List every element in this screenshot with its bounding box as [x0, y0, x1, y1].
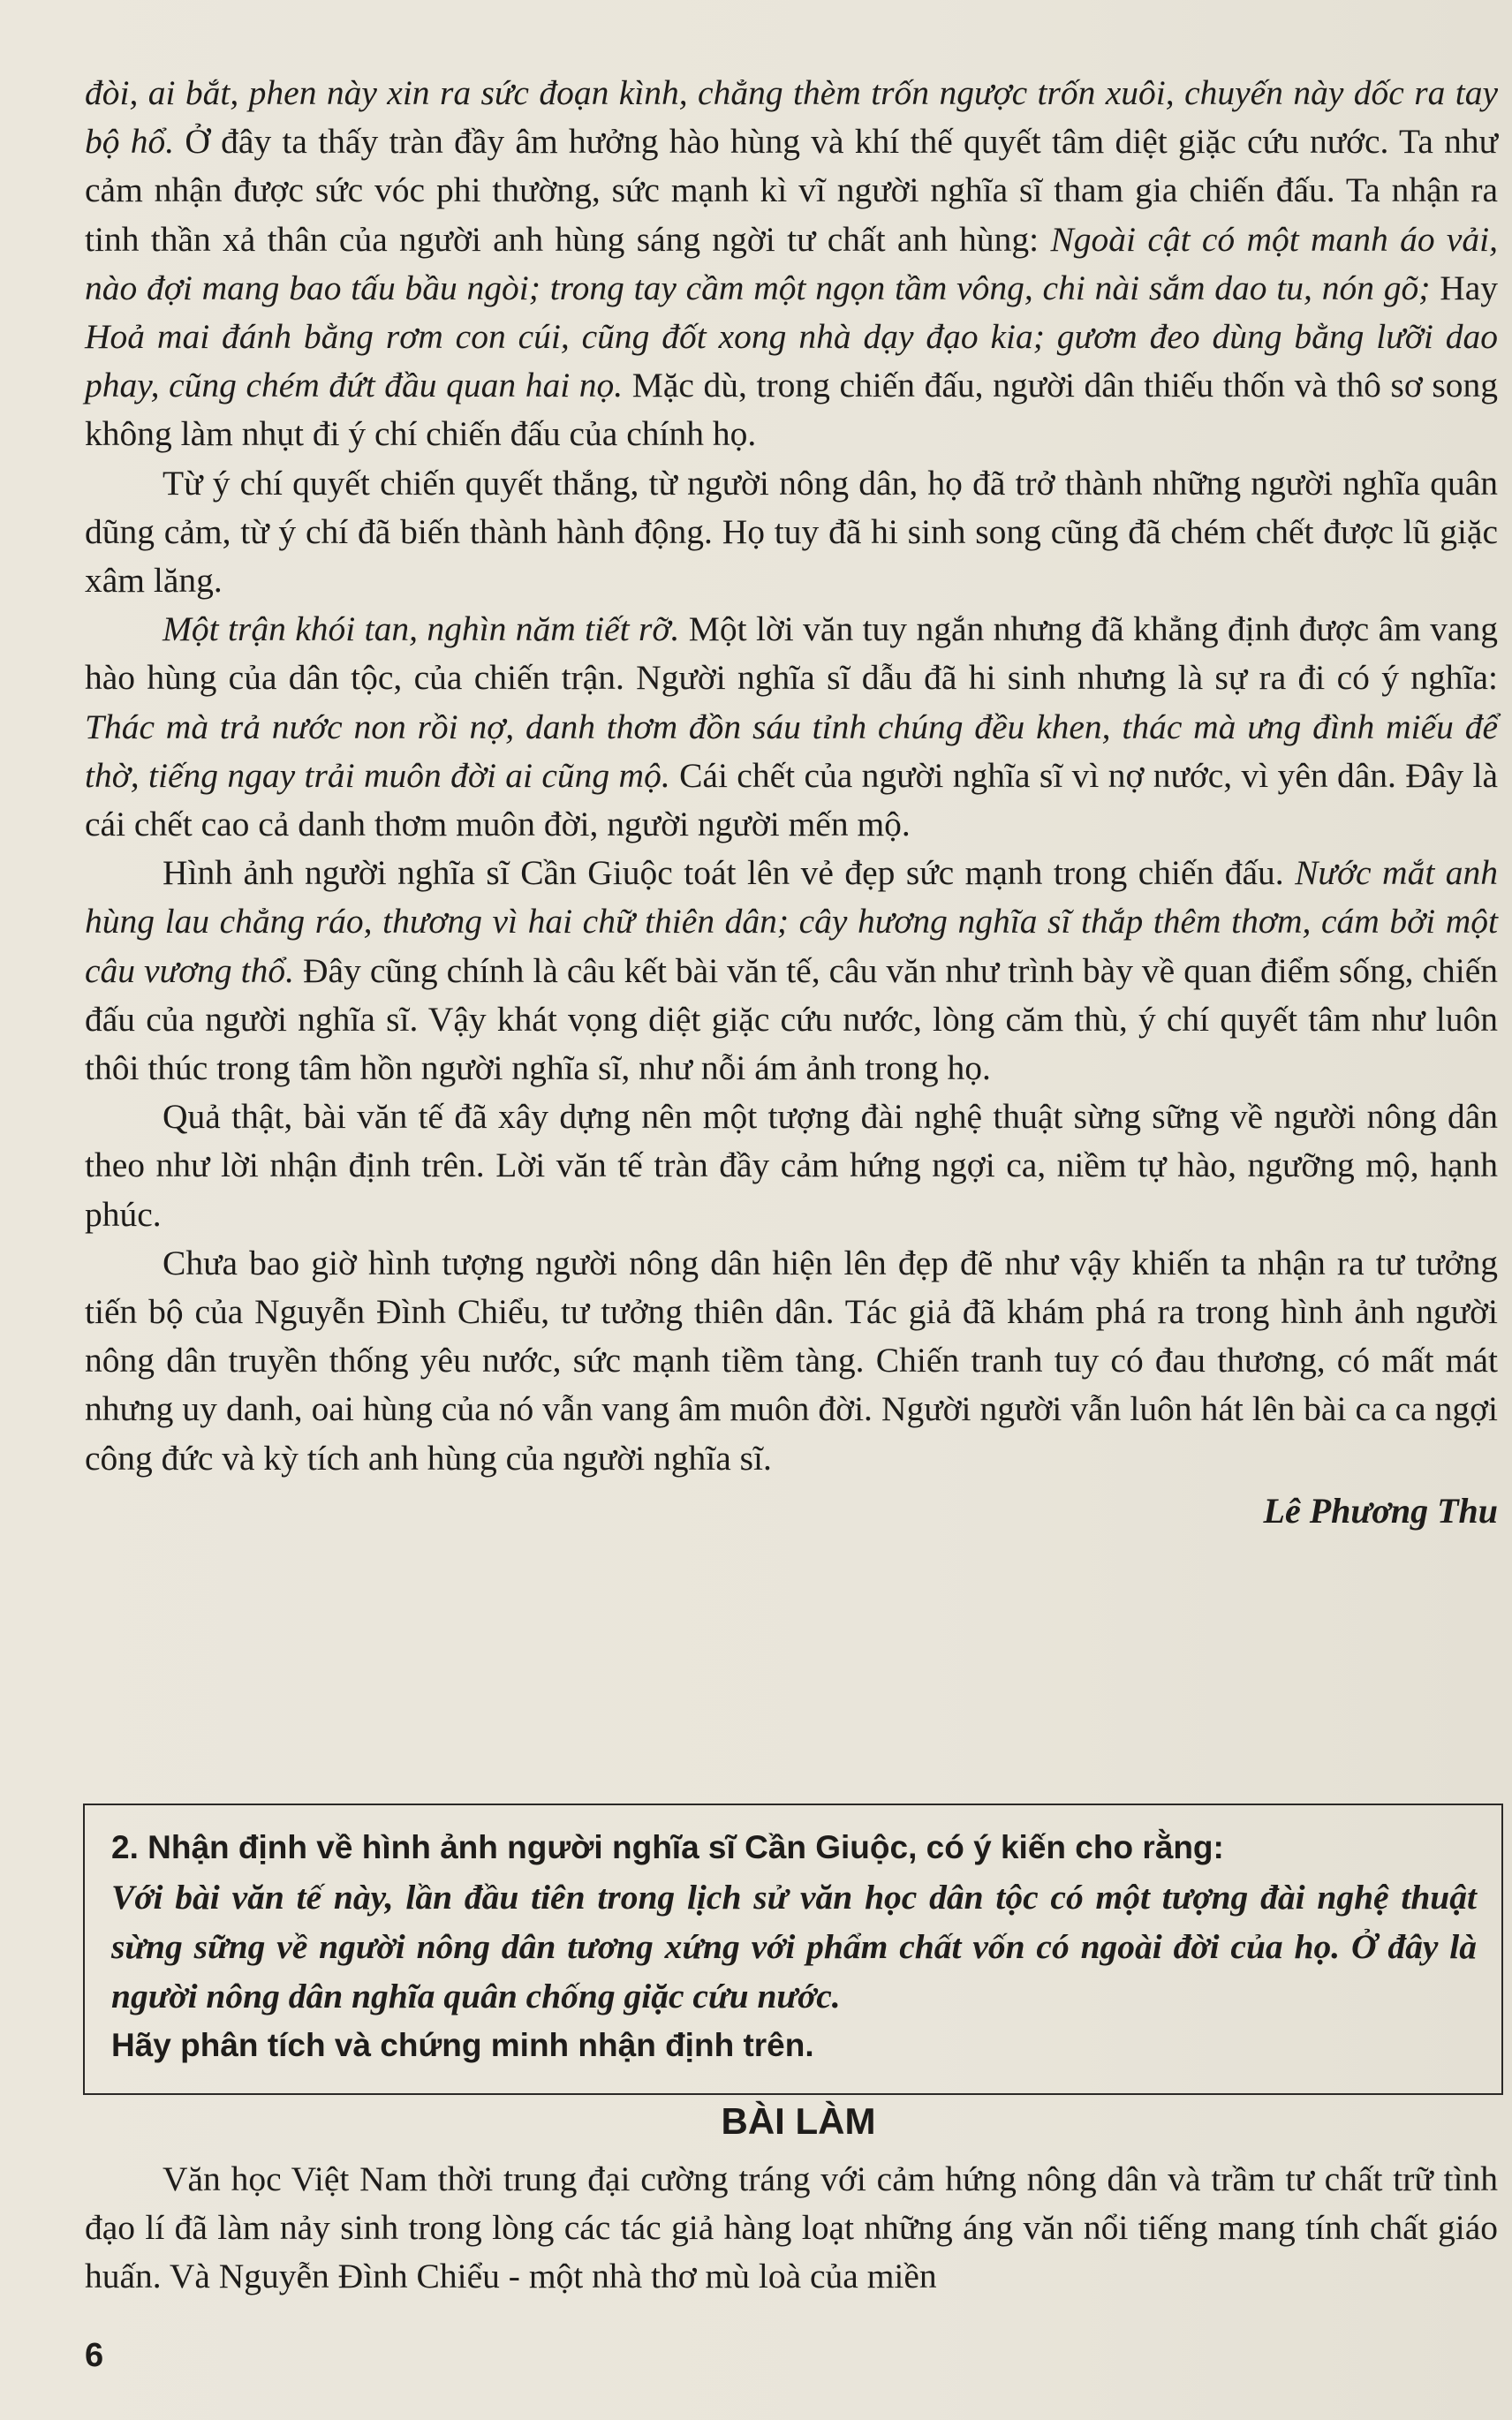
body-text: Quả thật, bài văn tế đã xây dựng nên một tượng đài nghệ thuật sừng sững về người nông dân theo như lời nhận định trên. Lời văn tế tràn đầy cảm hứng ngợi ca, niềm tự hào, ngưỡng mộ, hạnh phúc.: [85, 1097, 1498, 1234]
body-text: Cái chết của người nghĩa sĩ vì nợ nước, vì yên dân. Đây là cái chết cao cả danh thơm muôn đời, người người mến mộ.: [85, 755, 1498, 844]
paragraph: [85, 1239, 1498, 1483]
body-text: Từ ý chí quyết chiến quyết thắng, từ người nông dân, họ đã trở thành những người nghĩa quân dũng cảm, từ ý chí đã biến thành hành động. Họ tuy đã hi sinh song cũng đã chém chết được lũ giặc xâm lăng.: [85, 463, 1498, 601]
quote-text: Hoả mai đánh bằng rơm con cúi, cũng đốt xong nhà dạy đạo kia; gươm đeo dùng bằng lưỡi dao phay, cũng chém đứt đầu quan hai nọ.: [85, 317, 1498, 405]
body-text: Mặc dù, trong chiến đấu, người dân thiếu thốn và thô sơ song không làm nhụt đi ý chí chiến đấu của chính họ.: [85, 366, 1499, 454]
paragraph: [85, 69, 1498, 459]
quote-text: Một trận khói tan, nghìn năm tiết rỡ.: [163, 609, 680, 649]
question-heading: 2. Nhận định về hình ảnh người nghĩa sĩ Cần Giuộc, có ý kiến cho rằng:: [111, 1829, 1224, 1865]
body-text: Chưa bao giờ hình tượng người nông dân hiện lên đẹp đẽ như vậy khiến ta nhận ra tư tưởng tiến bộ của Nguyễn Đình Chiểu, tư tưởng thiên dân. Tác giả đã khám phá ra trong hình ảnh người nông dân truyền thống yêu nước, sức mạnh tiềm tàng. Chiến tranh tuy có đau thương, có mất mát nhưng uy danh, oai hùng của nó vẫn vang âm muôn đời. Người người vẫn luôn hát lên bài ca ca ngợi công đức và kỳ tích anh hùng của người nghĩa sĩ.: [85, 1243, 1498, 1478]
paragraph: [85, 849, 1498, 1093]
body-text: Ở đây ta thấy tràn đầy âm hưởng hào hùng và khí thế quyết tâm diệt giặc cứu nước. Ta như cảm nhận được sức vóc phi thường, sức mạnh kì vĩ người nghĩa sĩ tham gia chiến đấu. Ta nhận ra tinh thần xả thân của người anh hùng sáng ngời tư chất anh hùng:: [85, 122, 1499, 259]
paragraph: [85, 1093, 1498, 1239]
body-text: Hình ảnh người nghĩa sĩ Cần Giuộc toát lên vẻ đẹp sức mạnh trong chiến đấu.: [163, 853, 1296, 893]
question-box: [83, 1804, 1503, 2095]
paragraph: [85, 605, 1498, 849]
quote-text: Ngoài cật có một manh áo vải, nào đợi mang bao tấu bầu ngòi; trong tay cầm một ngọn tầm vông, chi nài sắm dao tu, nón gõ;: [85, 219, 1498, 307]
question-quote: Với bài văn tế này, lần đầu tiên trong lịch sử văn học dân tộc có một tượng đài nghệ thuật sừng sững về người nông dân tương xứng với phẩm chất vốn có ngoài đời của họ. Ở đây là người nông dân nghĩa quân chống giặc cứu nước.: [111, 1878, 1477, 2015]
page-number: 6: [85, 2337, 104, 2374]
paragraph: Văn học Việt Nam thời trung đại cường tráng với cảm hứng nông dân và trầm tư chất trữ tình đạo lí đã làm nảy sinh trong lòng các tác giả hàng loạt những áng văn nổi tiếng mang tính chất giáo huấn. Và Nguyễn Đình Chiểu - một nhà thơ mù loà của miền: [85, 2159, 1498, 2296]
body-text: Hay: [1430, 268, 1499, 307]
quote-text: Thác mà trả nước non rồi nợ, danh thơm đồn sáu tỉnh chúng đều khen, thác mà ưng đình miếu để thờ, tiếng ngay trải muôn đời ai cũng mộ.: [85, 707, 1498, 795]
answer-body: [85, 2155, 1498, 2302]
author-signature: Lê Phương Thu: [1263, 1490, 1498, 1531]
paragraph: [85, 459, 1498, 606]
essay-body: [85, 69, 1498, 1535]
body-text: Một lời văn tuy ngắn nhưng đã khẳng định được âm vang hào hùng của dân tộc, của chiến trận. Người nghĩa sĩ dẫu đã hi sinh nhưng là sự ra đi có ý nghĩa:: [85, 609, 1498, 698]
quote-text: Nước mắt anh hùng lau chẳng ráo, thương vì hai chữ thiên dân; cây hương nghĩa sĩ thắp thêm thơm, cám bởi một câu vương thổ.: [85, 853, 1498, 990]
question-task: Hãy phân tích và chứng minh nhận định trên.: [111, 2027, 814, 2063]
quote-text: đòi, ai bắt, phen này xin ra sức đoạn kình, chẳng thèm trốn ngược trốn xuôi, chuyến này dốc ra tay bộ hổ.: [85, 73, 1498, 162]
body-text: Đây cũng chính là câu kết bài văn tế, câu văn như trình bày về quan điểm sống, chiến đấu của người nghĩa sĩ. Vậy khát vọng diệt giặc cứu nước, lòng căm thù, ý chí quyết tâm như luôn thôi thúc trong tâm hồn người nghĩa sĩ, như nỗi ám ảnh trong họ.: [85, 950, 1498, 1088]
section-heading: BÀI LÀM: [721, 2100, 876, 2142]
